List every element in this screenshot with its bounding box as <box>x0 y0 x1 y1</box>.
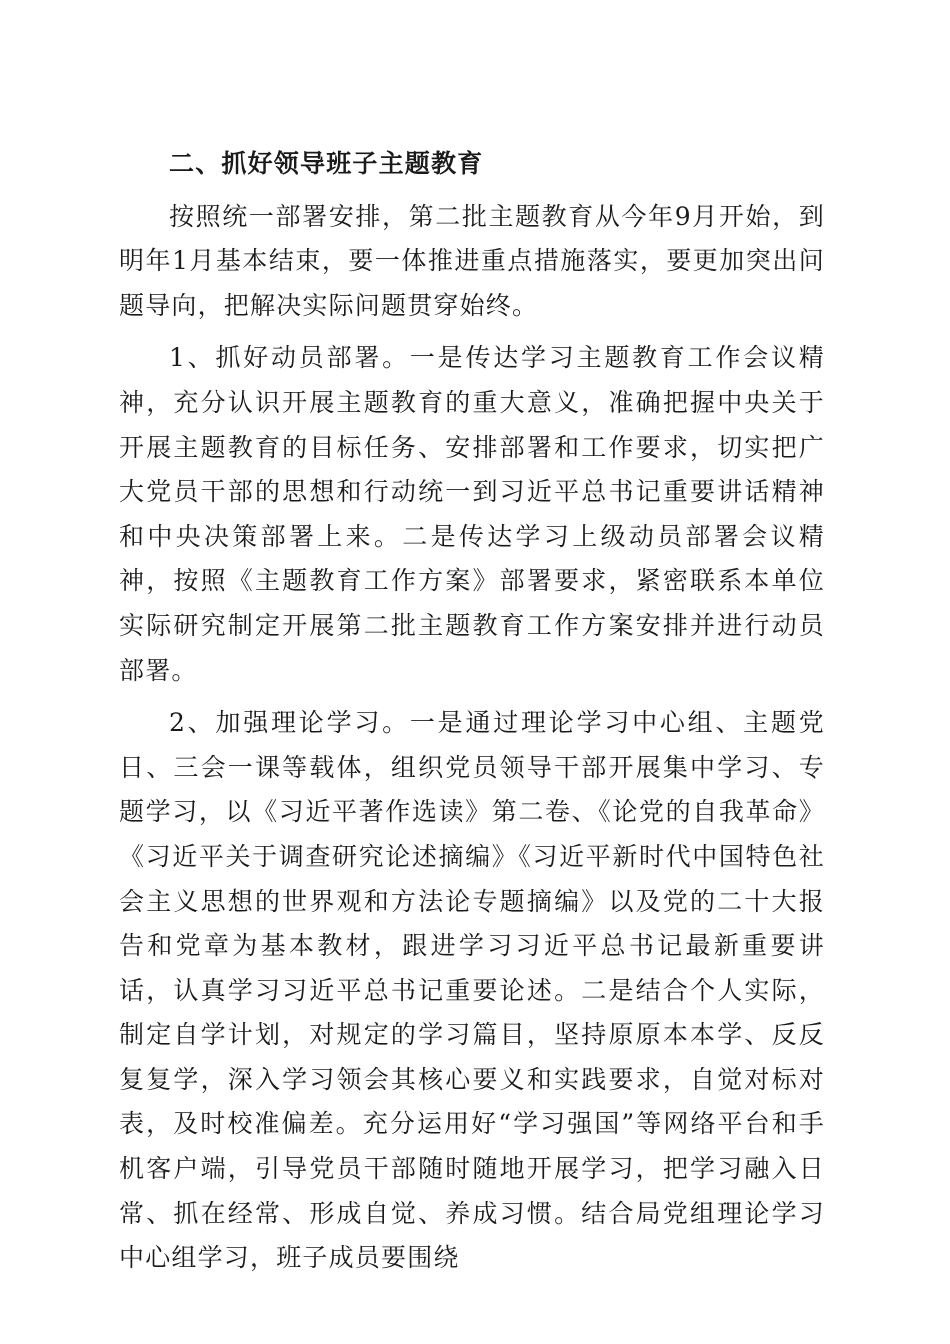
document-body <box>119 142 825 1281</box>
paragraph-mobilization: 1、抓好动员部署。一是传达学习主题教育工作会议精神，充分认识开展主题教育的重大意义，准确把握中央关于开展主题教育的目标任务、安排部署和工作要求，切实把广大党员干部的思想和行动统一到习近平总书记重要讲话精神和中央决策部署上来。二是传达学习上级动员部署会议精神，按照《主题教育工作方案》部署要求，紧密联系本单位实际研究制定开展第二批主题教育工作方案安排并进行动员部署。 <box>119 343 825 685</box>
paragraph-theory-study: 2、加强理论学习。一是通过理论学习中心组、主题党日、三会一课等载体，组织党员领导干部开展集中学习、专题学习，以《习近平著作选读》第二卷、《论党的自我革命》《习近平关于调查研究论述摘编》《习近平新时代中国特色社会主义思想的世界观和方法论专题摘编》以及党的二十大报告和党章为基本教材，跟进学习习近平总书记最新重要讲话，认真学习习近平总书记重要论述。二是结合个人实际，制定自学计划，对规定的学习篇目，坚持原原本本学、反反复复学，深入学习领会其核心要义和实践要求，自觉对标对表，及时校准偏差。充分运用好“学习强国”等网络平台和手机客户端，引导党员干部随时随地开展学习，把学习融入日常、抓在经常、形成自觉、养成习惯。结合局党组理论学习中心组学习，班子成员要围绕 <box>119 708 825 1273</box>
paragraph-intro: 按照统一部署安排，第二批主题教育从今年9月开始，到明年1月基本结束，要一体推进重点措施落实，要更加突出问题导向，把解决实际问题贯穿始终。 <box>119 201 825 320</box>
section-heading: 二、抓好领导班子主题教育 <box>169 149 484 178</box>
